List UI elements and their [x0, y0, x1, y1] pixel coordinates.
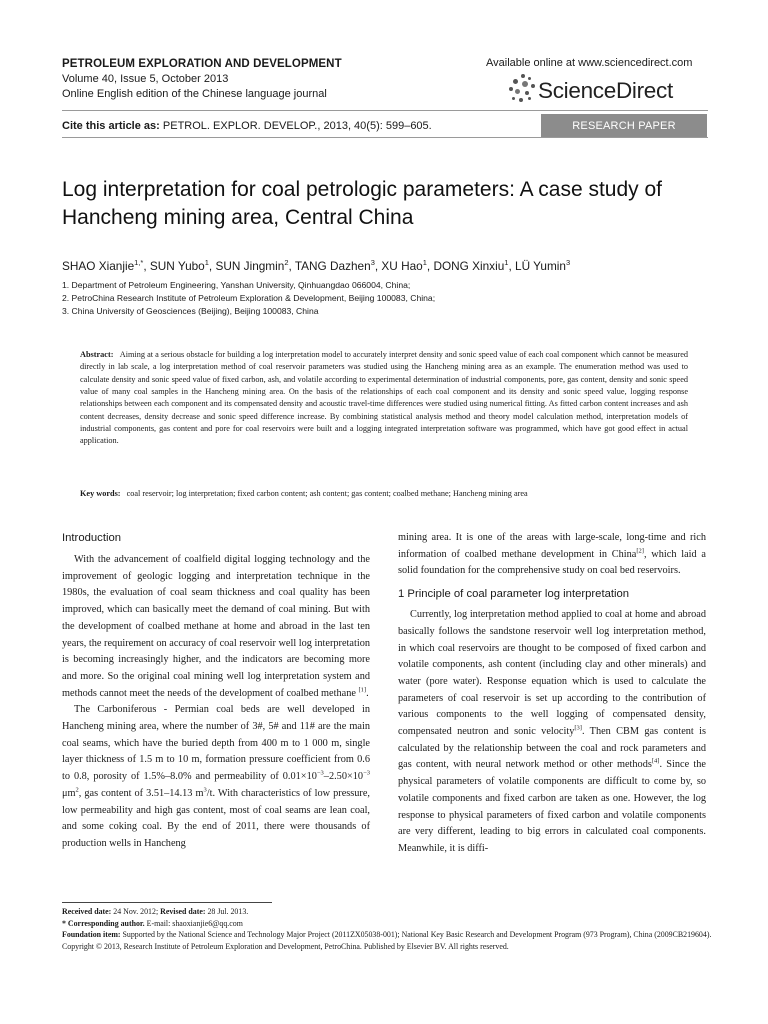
- section-heading-1: 1 Principle of coal parameter log interpretation: [398, 588, 630, 601]
- affiliation: 3. China University of Geosciences (Beijing), Beijing 100083, China: [62, 306, 319, 317]
- author: SUN Jingmin: [215, 258, 285, 273]
- citation-line: [62, 120, 432, 132]
- header-divider: [62, 110, 708, 111]
- foundation-text: Supported by the National Science and Technology Major Project (2011ZX05038-001); National Key Basic Research and Development Program (973 Program), China (2009CB219604).: [120, 930, 712, 940]
- author-sup: 3: [565, 258, 571, 267]
- citation-ref[interactable]: [3]: [574, 724, 582, 732]
- text-run: The Carboniferous - Permian coal beds are well developed in Hancheng mining area, where the number of 3#, 5# and 11# are the main coal seams, which have the buried depth from 400 m to 1 000 m, single layer thickness of 1.5 m to 10 m, formation pressure coefficient from 0.6 to 0.8, porosity of 1.5%–8.0% and permeability of 0.01×10: [62, 704, 370, 783]
- author-sup: 2: [284, 258, 289, 267]
- paper-type-badge: RESEARCH PAPER: [541, 114, 707, 137]
- exponent: −3: [363, 769, 370, 777]
- author-sup: 1: [204, 258, 209, 267]
- cite-label: Cite this article as:: [62, 120, 160, 132]
- journal-name: PETROLEUM EXPLORATION AND DEVELOPMENT: [62, 58, 342, 70]
- citation-ref[interactable]: [2]: [636, 547, 644, 555]
- citation-ref[interactable]: [1]: [358, 686, 367, 694]
- received-label: Received date:: [62, 907, 112, 916]
- section-heading-introduction: Introduction: [62, 532, 122, 544]
- paragraph: [62, 552, 370, 702]
- text-run: .: [366, 687, 369, 699]
- text-run: , which laid a solid foundation for the comprehensive study on coal bed reservoirs.: [398, 548, 706, 577]
- keywords-text: coal reservoir; log interpretation; fixed carbon content; ash content; gas content; coalbed methane; Hancheng mining area: [126, 489, 528, 498]
- cite-divider: [62, 137, 708, 138]
- text-run: , gas content of 3.51–14.13 m: [78, 787, 204, 799]
- text-run: /t. With characteristics of low pressure, low permeability and high gas content, most of coal seams are lean coal, and some coking coal. By the end of 2011, there were thousands of production wells in Hancheng: [62, 787, 371, 849]
- body-column-right: [398, 530, 706, 858]
- footnotes: [62, 906, 712, 952]
- revised-label: Revised date:: [160, 907, 206, 916]
- corresponding-email[interactable]: E-mail: shaoxianjie6@qq.com: [144, 918, 243, 928]
- cite-text: PETROL. EXPLOR. DEVELOP., 2013, 40(5): 599–605.: [162, 120, 432, 132]
- text-run: Currently, log interpretation method applied to coal at home and abroad basically follows the sandstone reservoir well log interpretation method, in which coal reservoirs are thought to be composed of fixed carbon and volatile components, ash content (including clay and other minerals) and water (pore water). Response equation which is used to calculate the parameters of coal reservoir is set up according to the contribution of various components to the well logging of compensated density, compensated neutron and sonic velocity: [398, 609, 706, 738]
- keywords-label: Key words:: [80, 489, 121, 498]
- footnote-divider: [62, 902, 272, 903]
- corresponding-label: * Corresponding author.: [62, 918, 145, 928]
- volume-info: Volume 40, Issue 5, October 2013: [62, 73, 229, 85]
- foundation-item: [62, 929, 712, 941]
- author: SHAO Xianjie: [62, 258, 135, 273]
- affiliations: [62, 279, 722, 319]
- sciencedirect-logo-icon: [508, 72, 538, 106]
- keywords: [80, 489, 690, 498]
- exponent: −3: [316, 769, 324, 777]
- paragraph: [398, 530, 706, 580]
- abstract: [80, 349, 688, 448]
- text-run: –2.50×10: [323, 771, 364, 783]
- citation-ref[interactable]: [4]: [651, 758, 660, 766]
- received-date: 24 Nov. 2012;: [111, 907, 161, 916]
- author-list: SHAO Xianjie$^{1,*}$, SUN Yubo$^1$, SUN Jingmin$^2$, TANG Dazhen$^3$, XU Hao$^1$, DONG Xinxiu$^1$, LÜ Yumin$^3$: [62, 258, 571, 273]
- body-column-left: [62, 530, 370, 853]
- journal-header: [62, 57, 442, 102]
- corresponding-author: [62, 918, 712, 930]
- author: DONG Xinxiu: [433, 258, 505, 273]
- article-title: Log interpretation for coal petrologic parameters: A case study of Hancheng mining area, Central China: [62, 178, 663, 229]
- author: SUN Yubo: [149, 258, 205, 273]
- exponent: 3: [203, 786, 207, 794]
- author-sup: 1: [504, 258, 509, 267]
- sciencedirect-logo-text: ScienceDirect: [538, 78, 673, 103]
- abstract-label: Abstract:: [80, 350, 114, 359]
- author: XU Hao: [381, 258, 423, 273]
- affiliation: 2. PetroChina Research Institute of Petroleum Exploration & Development, Beijing 100083, China;: [62, 293, 436, 304]
- author-sup: 1: [422, 258, 427, 267]
- text-run: . Then CBM gas content is calculated by the relationship between the coal and rock parameters and gas content, with neural network method or other methods: [398, 726, 706, 771]
- edition-info: Online English edition of the Chinese language journal: [62, 88, 327, 100]
- copyright: Copyright © 2013, Research Institute of Petroleum Exploration and Development, PetroChina. Published by Elsevier BV. All rights reserved.: [62, 941, 509, 951]
- revised-date: 28 Jul. 2013.: [205, 907, 249, 916]
- text-run: With the advancement of coalfield digital logging technology and the improvement of geologic logging and interpretation technique in the 1980s, the evaluation of coal seam thickness and coal quality has been improved, which can basically meet the demand of coal mining. But with the development of coalbed methane at home and abroad in the last ten years, the requirement on accuracy of coal reservoir well log interpretation is becoming increasingly higher, and the indicators are becoming more and more. So the original coal mining well log interpretation system and methods cannot meet the needs of the development of coalbed methane: [62, 554, 370, 699]
- affiliation: 1. Department of Petroleum Engineering, Yanshan University, Qinhuangdao 066004, China;: [62, 280, 411, 290]
- author: LÜ Yumin: [515, 258, 566, 273]
- text-run: mining area. It is one of the areas with large-scale, long-time and rich information of coalbed methane development in China: [398, 532, 706, 560]
- author-sup: 3: [370, 258, 375, 267]
- author: TANG Dazhen: [294, 258, 371, 273]
- paragraph: [62, 702, 370, 852]
- text-run: μm: [62, 787, 76, 799]
- exponent: 2: [75, 786, 79, 794]
- paragraph: [398, 607, 706, 858]
- author-sup: 1,*: [134, 258, 144, 267]
- abstract-text: Aiming at a serious obstacle for building a log interpretation model to accurately interpret density and sonic speed value of each coal component which cannot be measured directly in lab scale, a log interpretation method of coal reservoir parameters was studied using the Hancheng mining area as an example. The enumeration method was used to calculate density and sonic speed value of fixed carbon, ash, and volatile according to experimental determination of industrial components, pore, gas content, density and sonic speed value of many coal samples in the Hancheng mining area. On the basis of the relationships of each coal component and its density and sonic speed value, logging response relationships between each component and its compensated density and acoustic travel-time differences were studied using numerical fitting. As fitted carbon content increases and ash content decreases, density decrease and sonic speed difference increase. By combining statistical analysis method and theory model calculation method, interpretation models of industrial components, gas content and pore for coal reservoirs were built and a logging integrated interpretation software was programmed, which have got good effect in actual application.: [80, 350, 689, 446]
- received-dates: [62, 906, 712, 918]
- availability-link[interactable]: Available online at www.sciencedirect.com: [486, 57, 693, 69]
- foundation-label: Foundation item:: [62, 930, 121, 940]
- text-run: . Since the physical parameters of volatile components are difficult to come by, so volatile components and fixed carbon are taken as one. However, the log response to physical parameters of fixed carbon and volatile components are very different, leading to big errors in calculated coal components. Meanwhile, it is diffi-: [398, 759, 706, 854]
